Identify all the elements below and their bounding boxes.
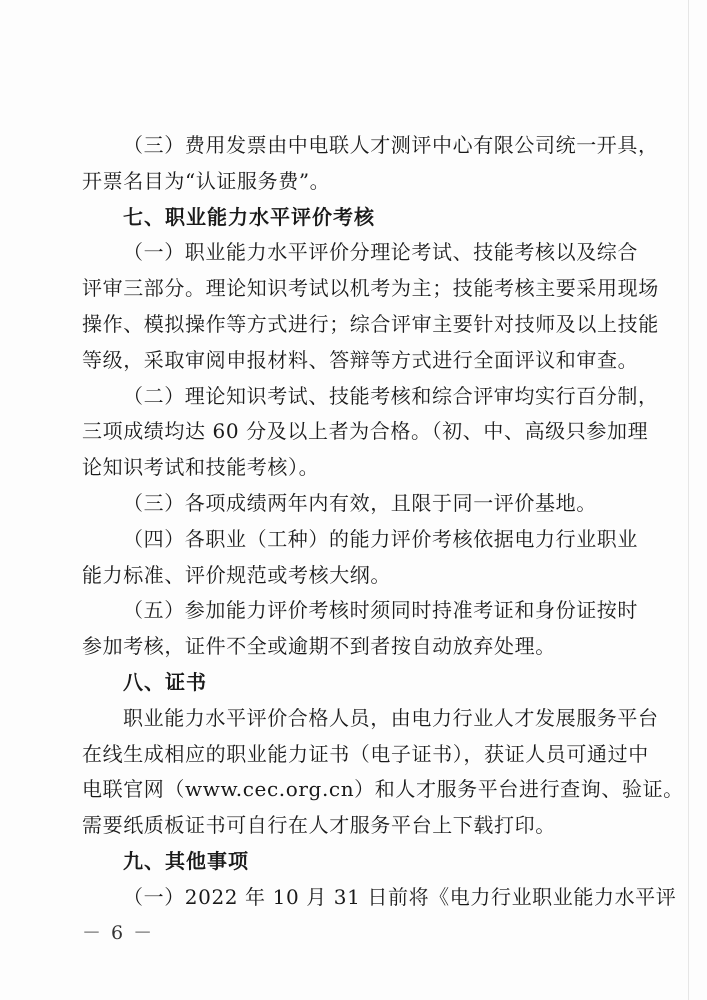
paragraph-line: （三）各项成绩两年内有效，且限于同一评价基地。 — [123, 490, 597, 515]
scan-edge-line — [688, 0, 689, 1000]
paragraph-line: （三）费用发票由中电联人才测评中心有限公司统一开具， — [123, 133, 659, 157]
paragraph-line: 论知识考试和技能考核）。 — [82, 455, 320, 480]
document-body — [82, 128, 684, 916]
paragraph-line: 评审三部分。理论知识考试以机考为主；技能考核主要采用现场 — [82, 276, 659, 301]
paragraph-line: 能力标准、评价规范或考核大纲。 — [82, 562, 391, 587]
paragraph-line: （二）理论知识考试、技能考核和综合评审均实行百分制， — [123, 383, 659, 408]
section-heading: 八、证书 — [123, 669, 207, 694]
paragraph-line: 参加考核，证件不全或逾期不到者按自动放弃处理。 — [82, 634, 556, 659]
paragraph-line: （一）2022 年 10 月 31 日前将《电力行业职业能力水平评 — [123, 884, 677, 909]
page-number: － 6 － — [82, 922, 155, 944]
paragraph-line: 开票名目为“认证服务费”。 — [82, 168, 331, 193]
paragraph-line: 职业能力水平评价合格人员，由电力行业人才发展服务平台 — [123, 705, 659, 730]
paragraph-line: 电联官网（www.cec.org.cn）和人才服务平台进行查询、验证。 — [82, 777, 684, 802]
paragraph-line: 在线生成相应的职业能力证书（电子证书），获证人员可通过中 — [82, 741, 649, 766]
paragraph-line: 需要纸质板证书可自行在人才服务平台上下载打印。 — [82, 813, 556, 838]
paragraph-line: 等级，采取审阅申报材料、答辩等方式进行全面评议和审查。 — [82, 347, 639, 372]
paragraph-line: 三项成绩均达 60 分及以上者为合格。（初、中、高级只参加理 — [82, 419, 649, 444]
paragraph-line: 操作、模拟操作等方式进行；综合评审主要针对技师及以上技能 — [82, 311, 659, 336]
section-heading: 七、职业能力水平评价考核 — [123, 204, 375, 229]
paragraph-line: （一）职业能力水平评价分理论考试、技能考核以及综合 — [123, 240, 638, 265]
section-heading: 九、其他事项 — [123, 848, 249, 873]
paragraph-line: （五）参加能力评价考核时须同时持准考证和身份证按时 — [123, 598, 638, 623]
paragraph-line: （四）各职业（工种）的能力评价考核依据电力行业职业 — [123, 526, 638, 551]
